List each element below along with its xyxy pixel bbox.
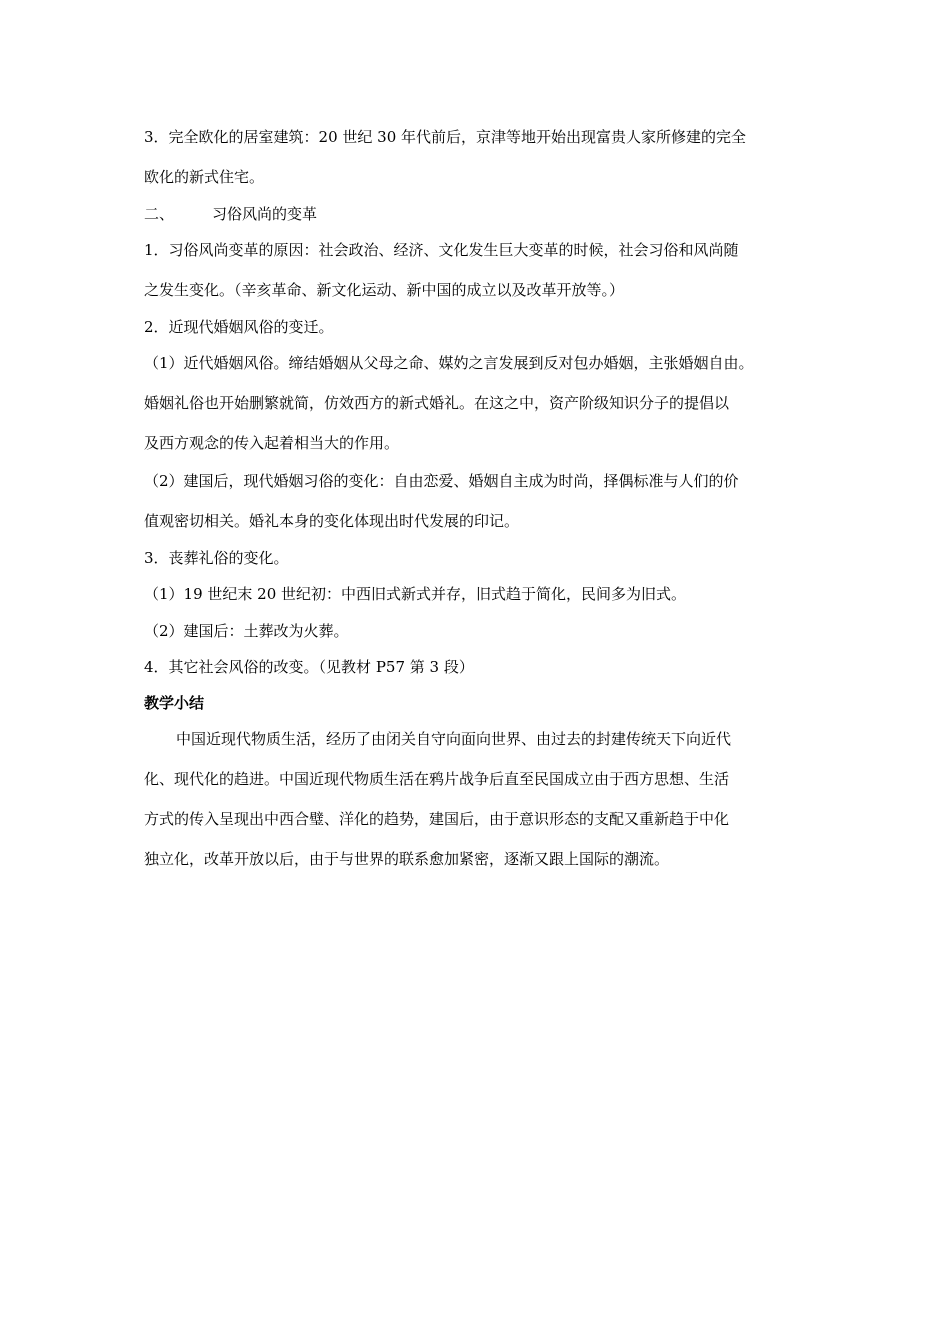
paragraph-line: 3．丧葬礼俗的变化。 <box>144 549 289 567</box>
paragraph-line: （1）19 世纪末 20 世纪初：中西旧式新式并存，旧式趋于简化，民间多为旧式。 <box>144 585 687 603</box>
paragraph-line: 独立化，改革开放以后，由于与世界的联系愈加紧密，逐渐又跟上国际的潮流。 <box>144 850 670 868</box>
paragraph-line: 化、现代化的趋进。中国近现代物质生活在鸦片战争后直至民国成立由于西方思想、生活 <box>144 770 730 788</box>
paragraph-line: 欧化的新式住宅。 <box>144 168 265 186</box>
section-heading <box>144 204 824 224</box>
section-title: 习俗风尚的变革 <box>212 205 318 223</box>
paragraph-line: （2）建国后，现代婚姻习俗的变化：自由恋爱、婚姻自主成为时尚，择偶标准与人们的价 <box>144 472 739 490</box>
paragraph-line: （2）建国后：土葬改为火葬。 <box>144 622 349 640</box>
paragraph-line: 中国近现代物质生活，经历了由闭关自守向面向世界、由过去的封建传统天下向近代 <box>176 730 732 748</box>
paragraph-line: 值观密切相关。婚礼本身的变化体现出时代发展的印记。 <box>144 512 520 530</box>
section-number: 二、 <box>144 205 175 223</box>
summary-heading: 教学小结 <box>144 694 205 712</box>
paragraph-line: （1）近代婚姻风俗。缔结婚姻从父母之命、媒妁之言发展到反对包办婚姻，主张婚姻自由。 <box>144 354 754 372</box>
paragraph-line: 3．完全欧化的居室建筑：20 世纪 30 年代前后，京津等地开始出现富贵人家所修建的完全 <box>144 128 747 146</box>
paragraph-line: 及西方观念的传入起着相当大的作用。 <box>144 434 400 452</box>
paragraph-line: 4．其它社会风俗的改变。（见教材 P57 第 3 段） <box>144 658 474 676</box>
paragraph-line: 婚姻礼俗也开始删繁就简，仿效西方的新式婚礼。在这之中，资产阶级知识分子的提倡以 <box>144 394 730 412</box>
paragraph-line: 2．近现代婚姻风俗的变迁。 <box>144 318 334 336</box>
paragraph-line: 1．习俗风尚变革的原因：社会政治、经济、文化发生巨大变革的时候，社会习俗和风尚随 <box>144 241 739 259</box>
paragraph-line: 方式的传入呈现出中西合璧、洋化的趋势，建国后，由于意识形态的支配又重新趋于中化 <box>144 810 730 828</box>
paragraph-line: 之发生变化。（辛亥革命、新文化运动、新中国的成立以及改革开放等。） <box>144 281 625 299</box>
